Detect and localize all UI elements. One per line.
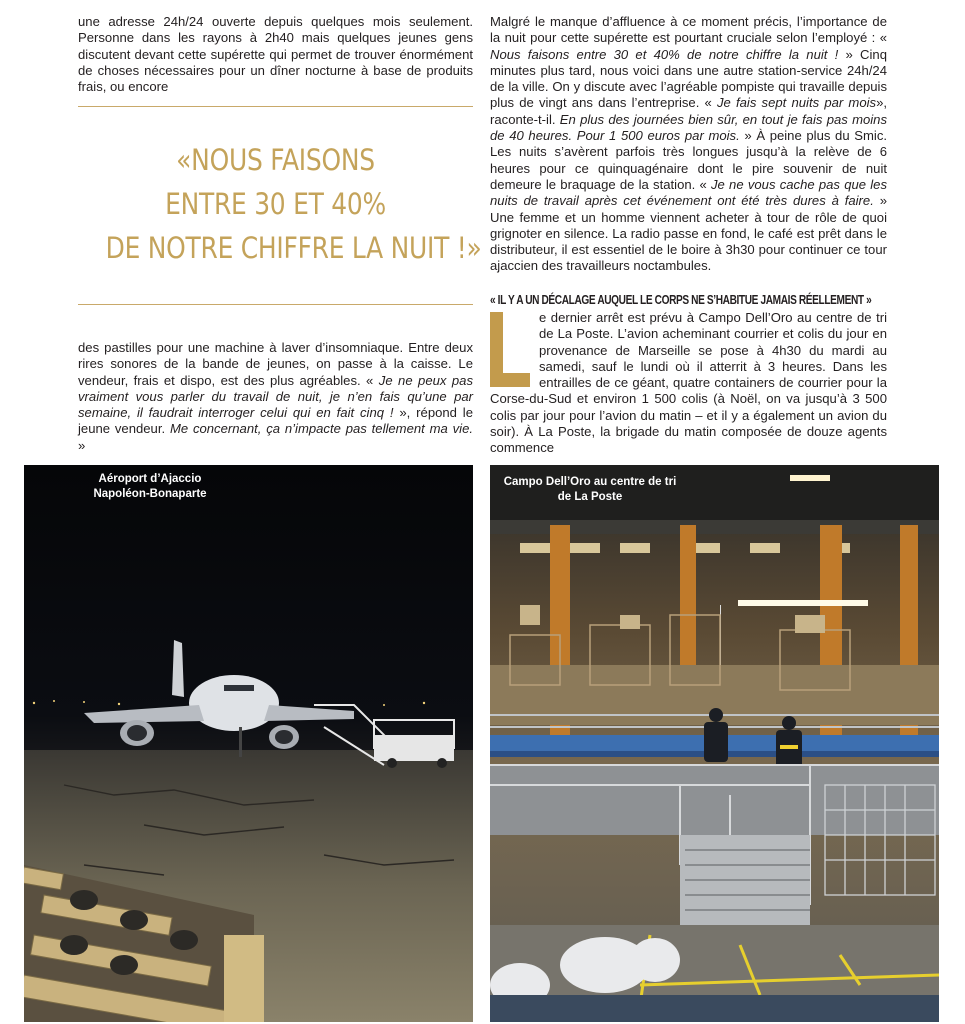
quote: Je fais sept nuits par mois [716, 95, 877, 111]
pull-quote-line-2: ENTRE 30 ET 40% [165, 187, 386, 221]
airport-photo-caption [55, 472, 245, 502]
paragraph: une adresse 24h/24 ouverte depuis quelques mois seulement. Personne dans les rayons à 2h40 mais quelques jeunes gens discutent devant cette supérette qui permet de trouver énormément de choses nécessaires pour un dîner nocturne à base de produits frais, ou encore [78, 14, 473, 95]
quote: Je ne peux pas vraiment vous parler du travail de nuit, je n’en fais qu’une par semaine, il faudrait interroger celui qui en fait cinq ! [78, 372, 474, 421]
quote: Nous faisons entre 30 et 40% de notre chiffre la nuit ! [490, 46, 839, 62]
caption-line: Campo Dell’Oro au centre de tri [503, 476, 677, 488]
paragraph-text: e dernier arrêt est prévu à Campo Dell’Oro au centre de tri de La Poste. L’avion acheminant courrier et colis du jour en provenance de Marseille se pose à 4h30 du mardi au samedi, sauf le lundi où il atterrit à 3 heures. Dans les entrailles de ce géant, quatre containers de courrier pour la Corse-du-Sud et environ 1 500 colis (à Noël, on va jusqu’à 3 500 colis par jour pour l’avion du matin – et il y a également un avion du soir). À La Poste, la brigade du matin composée de douze agents commence [490, 310, 887, 456]
sorting-center-photo [490, 465, 939, 1022]
sorting-center-photo-caption [495, 475, 685, 505]
caption-line: Aéroport d’Ajaccio [98, 473, 202, 485]
divider-top [78, 106, 473, 107]
caption-line: de La Poste [557, 491, 623, 503]
dropcap-letter [490, 312, 530, 387]
text: » Une femme et un homme viennent acheter à tour de rôle de quoi grignoter en silence. La radio passe en fond, le café est prêt dans le distributeur, il est essentiel de le boire à 3h30 pour continuer ce tour ajaccien des travailleurs noctambules. [490, 193, 887, 274]
right-column [490, 14, 887, 275]
dropcap-paragraph [490, 310, 887, 457]
quote: En plus des journées bien sûr, en tout je fais pas moins de 40 heures. Pour 1 500 euros par mois. [490, 111, 888, 144]
text: des pastilles pour une machine à laver d’insomniaque. Entre deux rires sonores de la bande de jeunes, on passe à la caisse. Le vendeur, frais et dispo, est des plus agréables. « [78, 340, 473, 388]
text: Malgré le manque d’affluence à ce moment précis, l’importance de la nuit pour cette supérette est pourtant cruciale selon l’employé : « [490, 14, 887, 46]
airport-photo [24, 465, 473, 1022]
paragraph [78, 340, 473, 454]
pull-quote [105, 138, 482, 270]
pull-quote-line-1: «NOUS FAISONS [176, 143, 375, 177]
text: », répond le jeune vendeur. [78, 405, 473, 437]
divider-bottom [78, 304, 473, 305]
section-subheading: « IL Y A UN DÉCALAGE AUQUEL LE CORPS NE S’HABITUE JAMAIS RÉELLEMENT » [490, 292, 872, 307]
left-column-bottom [78, 340, 473, 454]
text: », raconte-t-il. [490, 95, 887, 127]
text: » À peine plus du Smic. Les nuits s’avèrent parfois très longues jusqu’à la relève de 6 heures pour ce quinquagénaire dont le pire souvenir de nuit demeure le braquage de la station. « [490, 128, 888, 192]
paragraph [490, 14, 887, 275]
text: » Cinq minutes plus tard, nous voici dans une autre station-service 24h/24 de la ville. On y discute avec l’agréable pompiste qui travaille depuis plus de vingt ans dans l’entreprise. « [490, 46, 887, 111]
pull-quote-line-3: DE NOTRE CHIFFRE LA NUIT !» [105, 231, 482, 265]
text: » [78, 437, 86, 453]
quote: Je ne vous cache pas que les nuits de travail après cet événement ont été très dures à faire. [490, 176, 887, 209]
left-column-top [78, 14, 473, 95]
caption-line: Napoléon-Bonaparte [93, 488, 207, 500]
quote: Me concernant, ça n’impacte pas tellement ma vie. [169, 421, 473, 437]
